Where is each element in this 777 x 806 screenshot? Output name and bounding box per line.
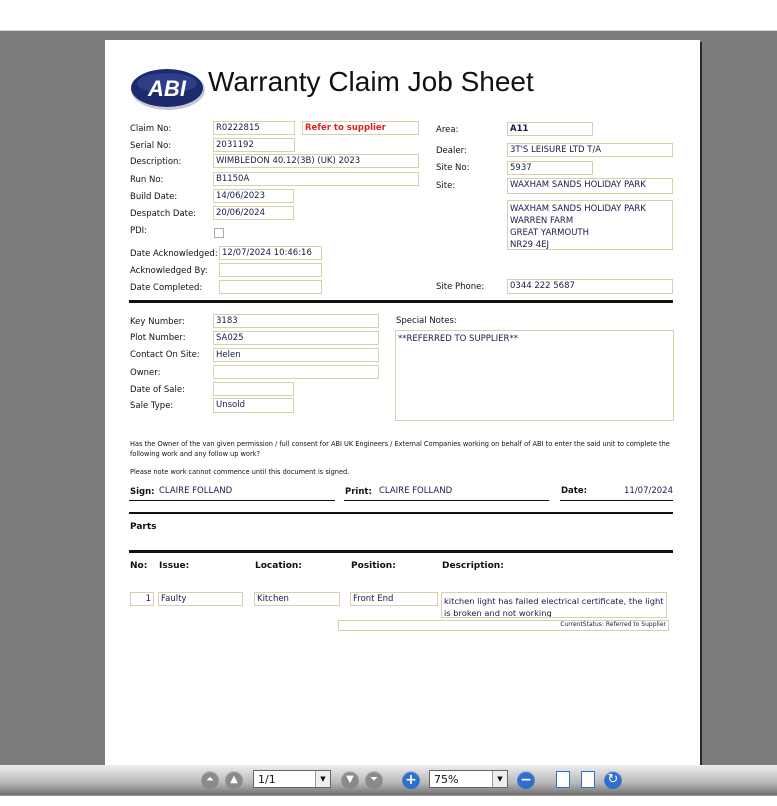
date-of-sale-field [213,382,294,396]
col-no: No: [130,561,148,571]
contact-field: Helen [213,348,379,362]
key-number-label: Key Number: [130,317,185,327]
zoom-select[interactable] [429,770,508,788]
date-acknowledged-label: Date Acknowledged: [130,249,218,259]
last-page-icon[interactable]: ⏷ [365,771,383,789]
pdf-toolbar [0,765,777,795]
area-label: Area: [436,125,459,135]
claim-no-label: Claim No: [130,124,172,134]
serial-no-label: Serial No: [130,141,172,151]
fit-page-icon[interactable] [581,771,595,788]
plot-number-field: SA025 [213,331,379,345]
part-row-no: 1 [130,592,154,606]
next-page-icon[interactable]: ▼ [341,771,359,789]
sale-type-label: Sale Type: [130,401,174,411]
section-divider [129,300,673,303]
zoom-out-icon[interactable]: − [517,771,535,789]
page-number-value: 1/1 [258,773,276,786]
window-top-bar [0,0,777,31]
col-position: Position: [351,561,396,571]
consent-text: Has the Owner of the van given permission / full consent for ABI UK Engineers / External Companies working on behalf of ABI to enter the said unit to complete the following work and any follow up work? [130,440,670,458]
description-field: WIMBLEDON 40.12(3B) (UK) 2023 [213,154,419,168]
address-line: WAXHAM SANDS HOLIDAY PARK [510,204,646,214]
site-address [507,200,673,250]
site-label: Site: [436,181,456,191]
sign-label: Sign: [130,487,155,497]
key-number-field: 3183 [213,314,379,328]
address-line: WARREN FARM [510,216,574,226]
serial-no-field: 2031192 [213,138,295,152]
acknowledged-by-label: Acknowledged By: [130,266,208,276]
part-row-description: kitchen light has failed electrical certificate, the light is broken and not working [441,592,667,618]
chevron-down-icon: ▼ [492,771,507,787]
claim-no-field: R0222815 [213,121,295,135]
part-row-issue: Faulty [158,592,243,606]
section-divider [129,512,673,514]
rotate-icon[interactable]: ↻ [604,771,622,789]
date-of-sale-label: Date of Sale: [130,385,185,395]
page-number-select[interactable] [253,770,331,788]
date-line [560,500,673,501]
col-location: Location: [255,561,302,571]
col-issue: Issue: [159,561,190,571]
consent-note: Please note work cannot commence until this document is signed. [130,468,350,476]
area-field: A11 [507,122,593,136]
date-acknowledged-field: 12/07/2024 10:46:16 [219,246,322,260]
run-no-field: B1150A [213,172,419,186]
special-notes-label: Special Notes: [396,316,457,326]
pdi-label: PDI: [130,226,148,236]
contact-label: Contact On Site: [130,350,200,360]
plot-number-label: Plot Number: [130,333,186,343]
description-label: Description: [130,157,182,167]
acknowledged-by-field [219,263,322,277]
part-row-location: Kitchen [254,592,340,606]
abi-logo [129,66,207,112]
date-completed-field [219,280,322,294]
despatch-date-field: 20/06/2024 [213,206,294,220]
page-title: Warranty Claim Job Sheet [208,66,534,97]
run-no-label: Run No: [130,175,164,185]
dealer-field: 3T'S LEISURE LTD T/A [507,143,673,157]
first-page-icon[interactable]: ⏶ [201,771,219,789]
parts-heading: Parts [130,522,157,532]
document-page [105,40,700,780]
date-label: Date: [561,486,588,496]
chevron-down-icon: ▼ [315,771,330,787]
site-no-field: 5937 [507,161,593,175]
fit-width-icon[interactable] [556,771,570,788]
logo-text: ABI [148,76,186,101]
site-field: WAXHAM SANDS HOLIDAY PARK [507,178,673,194]
zoom-in-icon[interactable]: + [402,771,420,789]
sign-value: CLAIRE FOLLAND [159,486,233,496]
site-phone-label: Site Phone: [436,282,485,292]
part-row-status: CurrentStatus: Referred to Supplier [338,620,669,631]
address-line: GREAT YARMOUTH [510,228,589,238]
window-bottom-bar [0,795,777,806]
special-notes-field: **REFERRED TO SUPPLIER** [395,330,674,421]
date-value: 11/07/2024 [624,486,673,496]
owner-label: Owner: [130,368,161,378]
site-phone-field: 0344 222 5687 [507,279,673,294]
pdi-checkbox[interactable] [214,228,224,238]
address-line: NR29 4EJ [510,240,550,250]
section-divider [129,550,673,553]
zoom-value: 75% [434,773,459,786]
print-line [344,500,549,501]
build-date-field: 14/06/2023 [213,189,294,203]
print-value: CLAIRE FOLLAND [379,486,453,496]
build-date-label: Build Date: [130,192,178,202]
sign-line [129,500,335,501]
date-completed-label: Date Completed: [130,283,203,293]
print-label: Print: [345,487,372,497]
dealer-label: Dealer: [436,146,467,156]
col-description: Description: [442,561,504,571]
sale-type-field: Unsold [213,398,294,413]
despatch-date-label: Despatch Date: [130,209,197,219]
site-no-label: Site No: [436,163,470,173]
owner-field [213,365,379,379]
part-row-position: Front End [350,592,438,606]
status-flag: Refer to supplier [302,121,419,135]
previous-page-icon[interactable]: ▲ [225,771,243,789]
